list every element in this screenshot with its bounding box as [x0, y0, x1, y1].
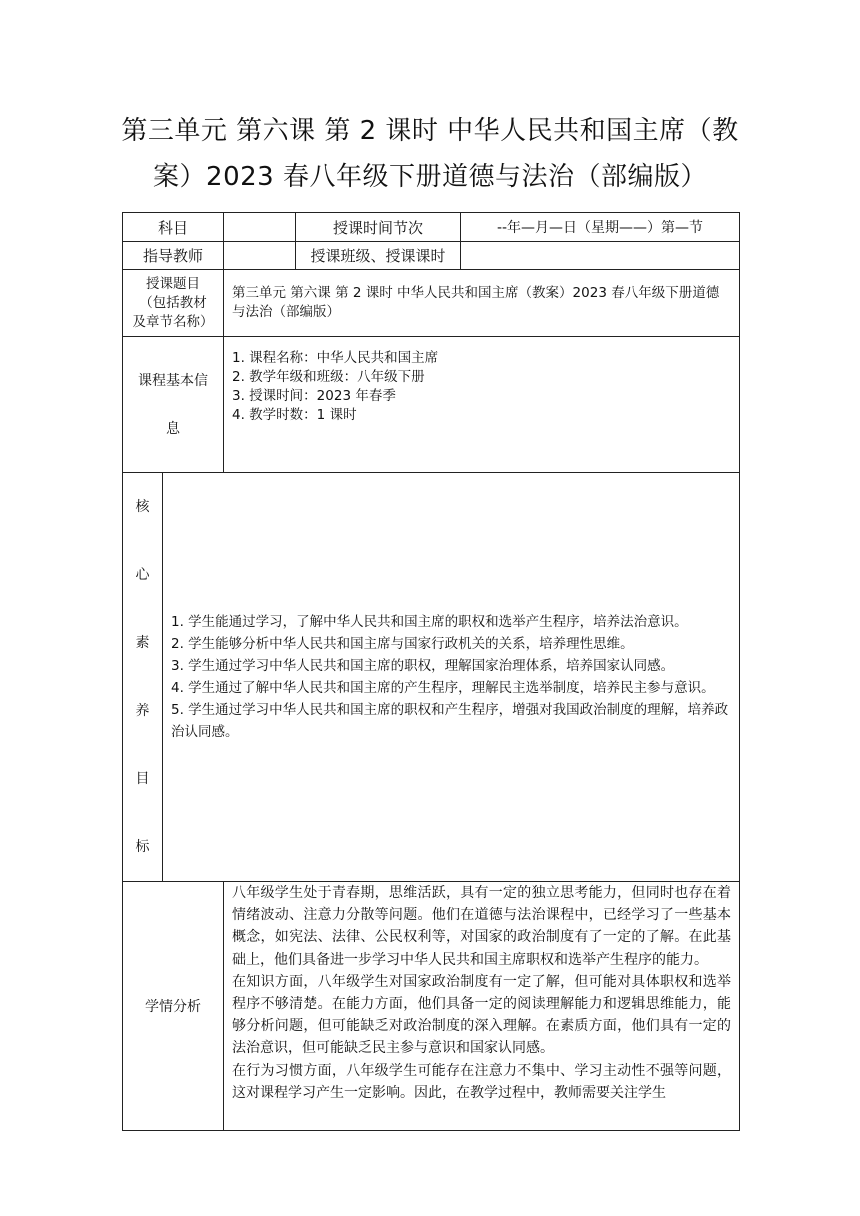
basic-info-list — [224, 337, 740, 473]
core-label-char: 心 — [135, 567, 150, 583]
teacher-label: 指导教师 — [123, 242, 224, 270]
lesson-plan-table — [122, 212, 740, 1131]
core-label-char: 养 — [135, 703, 150, 719]
core-label-char: 核 — [135, 499, 150, 515]
core-label-char: 标 — [135, 839, 150, 855]
list-item: 1. 课程名称：中华人民共和国主席 — [232, 350, 439, 366]
title-line-1: 第三单元 第六课 第 2 课时 中华人民共和国主席（教 — [121, 116, 739, 146]
core-goals-label — [123, 473, 163, 882]
teacher-value — [224, 242, 296, 270]
basic-info-label-line: 课程基本信 — [138, 372, 208, 389]
subject-value — [224, 213, 296, 242]
list-item: 2. 教学年级和班级：八年级下册 — [232, 369, 425, 385]
core-label-char: 目 — [135, 771, 150, 787]
core-label-char: 素 — [135, 635, 150, 651]
table-row — [123, 242, 740, 270]
core-goals-list — [163, 473, 740, 882]
document-title — [110, 108, 750, 200]
list-item: 2. 学生能够分析中华人民共和国主席与国家行政机关的关系，培养理性思维。 — [171, 636, 634, 652]
topic-label-line: 及章节名称） — [132, 313, 214, 330]
list-item: 3. 授课时间：2023 年春季 — [232, 388, 396, 404]
table-row — [123, 473, 740, 882]
basic-info-label — [123, 337, 224, 473]
list-item: 3. 学生通过学习中华人民共和国主席的职权，理解国家治理体系，培养国家认同感。 — [171, 658, 675, 674]
topic-label-line: 授课题目 — [146, 275, 200, 292]
table-row — [123, 213, 740, 242]
basic-info-label-line: 息 — [166, 420, 180, 437]
analysis-label: 学情分析 — [123, 882, 224, 1131]
list-item: 1. 学生能通过学习，了解中华人民共和国主席的职权和选举产生程序，培养法治意识。 — [171, 614, 688, 630]
analysis-paragraph: 八年级学生处于青春期，思维活跃，具有一定的独立思考能力，但同时也存在着情绪波动、注意力分散等问题。他们在道德与法治课程中，已经学习了一些基本概念，如宪法、法律、公民权利等，对国家的政治制度有了一定的了解。在此基础上，他们具备进一步学习中华人民共和国主席职权和选举产生程序的能力。 — [232, 885, 732, 968]
time-value: --年—月—日（星期——）第—节 — [461, 213, 740, 242]
topic-label — [123, 270, 224, 337]
class-value — [461, 242, 740, 270]
time-label: 授课时间节次 — [296, 213, 461, 242]
analysis-paragraph: 在知识方面，八年级学生对国家政治制度有一定了解，但可能对具体职权和选举程序不够清楚。在能力方面，他们具备一定的阅读理解能力和逻辑思维能力，能够分析问题，但可能缺乏对政治制度的深入理解。在素质方面，他们具有一定的法治意识，但可能缺乏民主参与意识和国家认同感。 — [232, 973, 732, 1057]
subject-label: 科目 — [123, 213, 224, 242]
analysis-text — [224, 882, 740, 1131]
analysis-paragraph: 在行为习惯方面，八年级学生可能存在注意力不集中、学习主动性不强等问题，这对课程学习产生一定影响。因此，在教学过程中，教师需要关注学生 — [232, 1062, 732, 1101]
table-row — [123, 882, 740, 1131]
topic-label-line: （包括教材 — [139, 294, 207, 311]
topic-value: 第三单元 第六课 第 2 课时 中华人民共和国主席（教案）2023 春八年级下册道德与法治（部编版） — [224, 270, 740, 337]
list-item: 4. 学生通过了解中华人民共和国主席的产生程序，理解民主选举制度，培养民主参与意识。 — [171, 680, 715, 696]
table-row — [123, 270, 740, 337]
list-item: 4. 教学时数：1 课时 — [232, 407, 357, 423]
table-row — [123, 337, 740, 473]
class-label: 授课班级、授课课时 — [296, 242, 461, 270]
list-item: 5. 学生通过学习中华人民共和国主席的职权和产生程序，增强对我国政治制度的理解，培养政治认同感。 — [171, 702, 729, 740]
title-line-2: 案）2023 春八年级下册道德与法治（部编版） — [153, 162, 707, 192]
